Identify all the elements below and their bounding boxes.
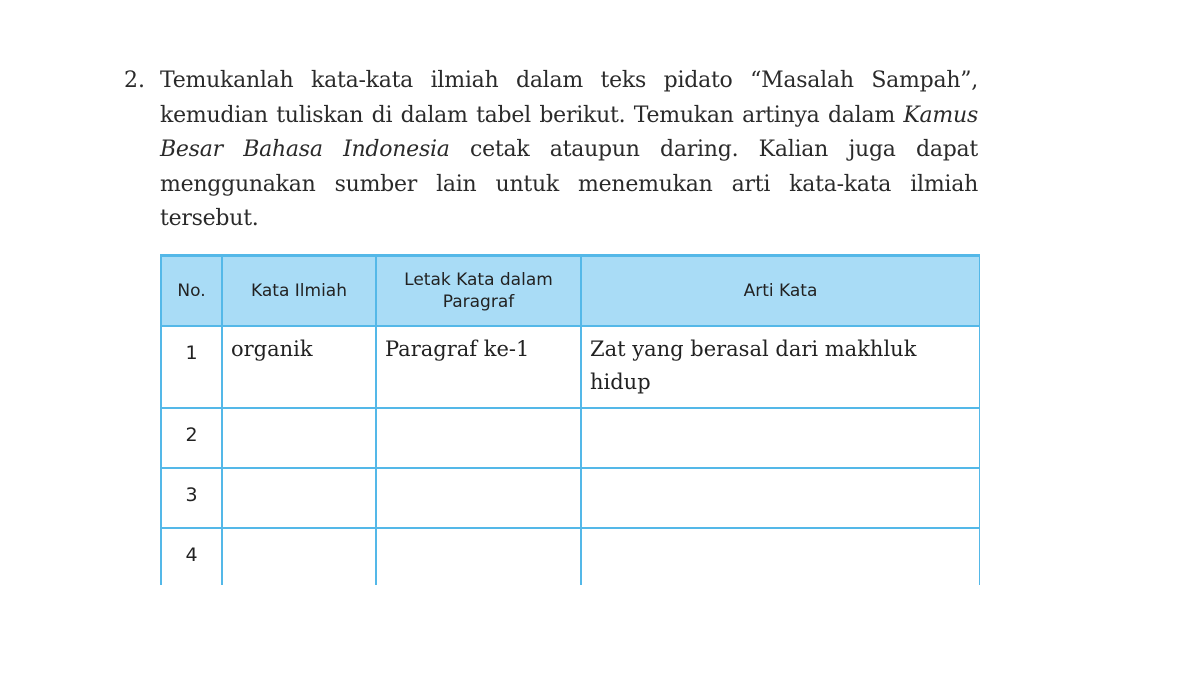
instruction-text-end: cetak ataupun daring. Kalian juga dapat menggunakan sumber lain untuk menemukan arti kata-kata ilmiah tersebut. — [160, 137, 979, 231]
cell-kata-ilmiah: organik — [222, 326, 376, 408]
cell-letak-kata — [376, 528, 581, 585]
header-letak-kata-label: Letak Kata dalam Paragraf — [404, 270, 553, 312]
table-row — [161, 408, 980, 468]
cell-arti-kata — [581, 468, 980, 528]
answer-table — [160, 254, 980, 585]
row-number: 4 — [161, 528, 222, 585]
table-row — [161, 468, 980, 528]
table-row — [161, 528, 980, 585]
instruction-text-italic: Kamus Besar Bahasa Indonesia — [160, 102, 978, 162]
cell-kata-ilmiah — [222, 408, 376, 468]
cell-kata-ilmiah — [222, 528, 376, 585]
task-instruction — [160, 64, 978, 237]
header-letak-kata — [376, 256, 581, 327]
row-number: 2 — [161, 408, 222, 468]
cell-arti-kata — [581, 528, 980, 585]
cell-letak-kata — [376, 468, 581, 528]
cell-kata-ilmiah — [222, 468, 376, 528]
header-no: No. — [161, 256, 222, 327]
instruction-text-start: Temukanlah kata-kata ilmiah dalam teks pidato “Masalah Sampah”, kemudian tuliskan di dalam tabel berikut. Temukan artinya dalam — [160, 68, 978, 128]
cell-letak-kata: Paragraf ke-1 — [376, 326, 581, 408]
task-number: 2. — [124, 68, 145, 93]
table-container — [160, 254, 980, 585]
cell-letak-kata — [376, 408, 581, 468]
cell-arti-kata — [581, 408, 980, 468]
table-header-row — [161, 256, 980, 327]
row-number: 3 — [161, 468, 222, 528]
header-arti-kata: Arti Kata — [581, 256, 980, 327]
row-number: 1 — [161, 326, 222, 408]
table-row — [161, 326, 980, 408]
header-kata-ilmiah: Kata Ilmiah — [222, 256, 376, 327]
cell-arti-kata: Zat yang berasal dari makhluk hidup — [581, 326, 980, 408]
